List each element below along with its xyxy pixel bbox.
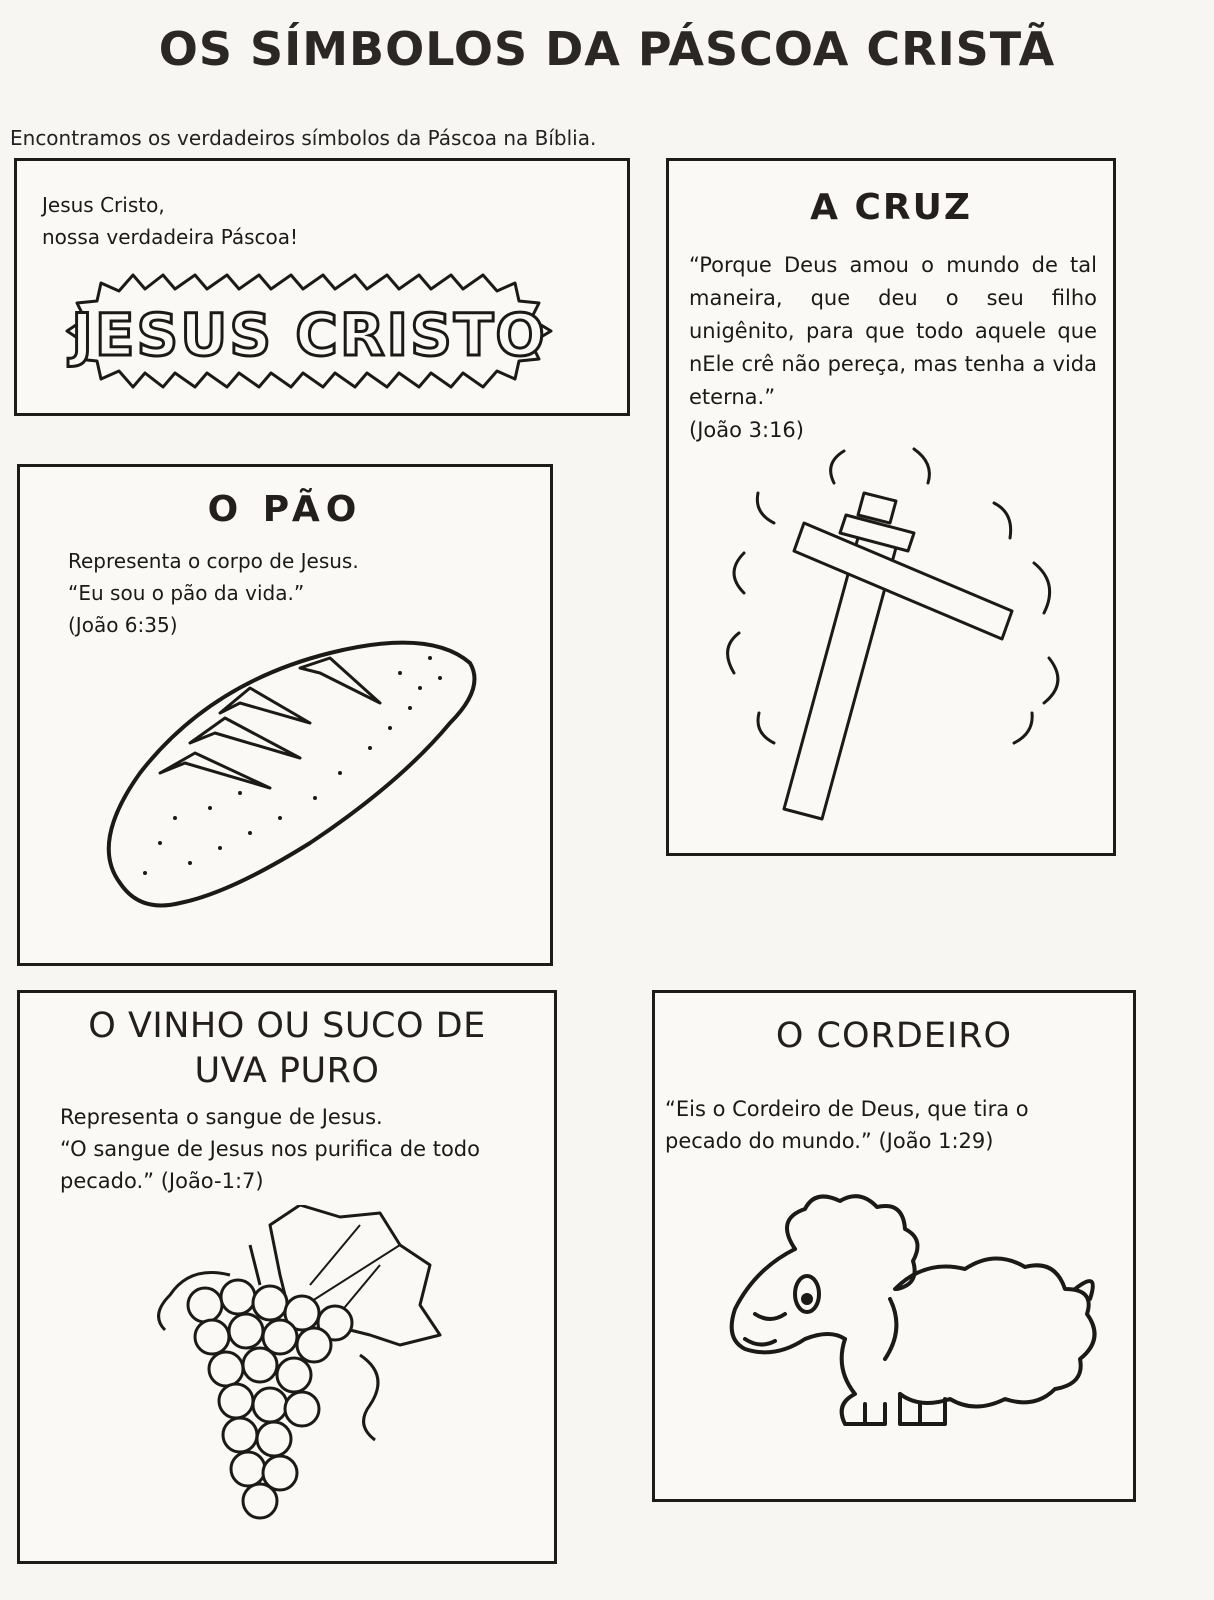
cruz-heading: A CRUZ <box>810 187 972 228</box>
vinho-heading-1: O VINHO OU SUCO DE <box>88 1006 486 1046</box>
pao-reference: (João 6:35) <box>68 613 178 637</box>
vinho-heading-2: UVA PURO <box>194 1050 380 1091</box>
banner-text: JESUS CRISTO <box>71 301 547 369</box>
lamb-icon <box>715 1189 1115 1449</box>
cordeiro-line-2: pecado do mundo.” (João 1:29) <box>665 1129 994 1153</box>
pao-line-2: “Eu sou o pão da vida.” <box>68 581 305 605</box>
cordeiro-box <box>652 990 1136 1502</box>
bread-icon <box>100 633 500 933</box>
jesus-line-1: Jesus Cristo, <box>42 193 165 217</box>
grapes-icon <box>130 1205 450 1525</box>
vinho-line-1: Representa o sangue de Jesus. <box>60 1105 383 1129</box>
cruz-quote: “Porque Deus amou o mundo de tal maneira, que deu o seu filho unigênito, para que todo aquele que nEle crê não pereça, mas tenha a vida eterna.” <box>689 253 1097 409</box>
cordeiro-heading: O CORDEIRO <box>775 1016 1013 1056</box>
cruz-reference: (João 3:16) <box>689 418 804 442</box>
jesus-line-2: nossa verdadeira Páscoa! <box>42 225 299 249</box>
page-title: OS SÍMBOLOS DA PÁSCOA CRISTÃ <box>158 22 1056 76</box>
jesus-cristo-banner <box>57 261 577 401</box>
vinho-line-3: pecado.” (João-1:7) <box>60 1169 264 1193</box>
vinho-line-2: “O sangue de Jesus nos purifica de todo <box>60 1137 480 1161</box>
vinho-box <box>17 990 557 1564</box>
pao-line-1: Representa o corpo de Jesus. <box>68 549 359 573</box>
intro-text: Encontramos os verdadeiros símbolos da Páscoa na Bíblia. <box>10 126 597 150</box>
jesus-box <box>14 158 630 416</box>
pao-heading: O PÃO <box>207 489 363 530</box>
cross-icon <box>714 443 1074 843</box>
pao-box <box>17 464 553 966</box>
cordeiro-line-1: “Eis o Cordeiro de Deus, que tira o <box>665 1097 1029 1121</box>
cruz-box <box>666 158 1116 856</box>
